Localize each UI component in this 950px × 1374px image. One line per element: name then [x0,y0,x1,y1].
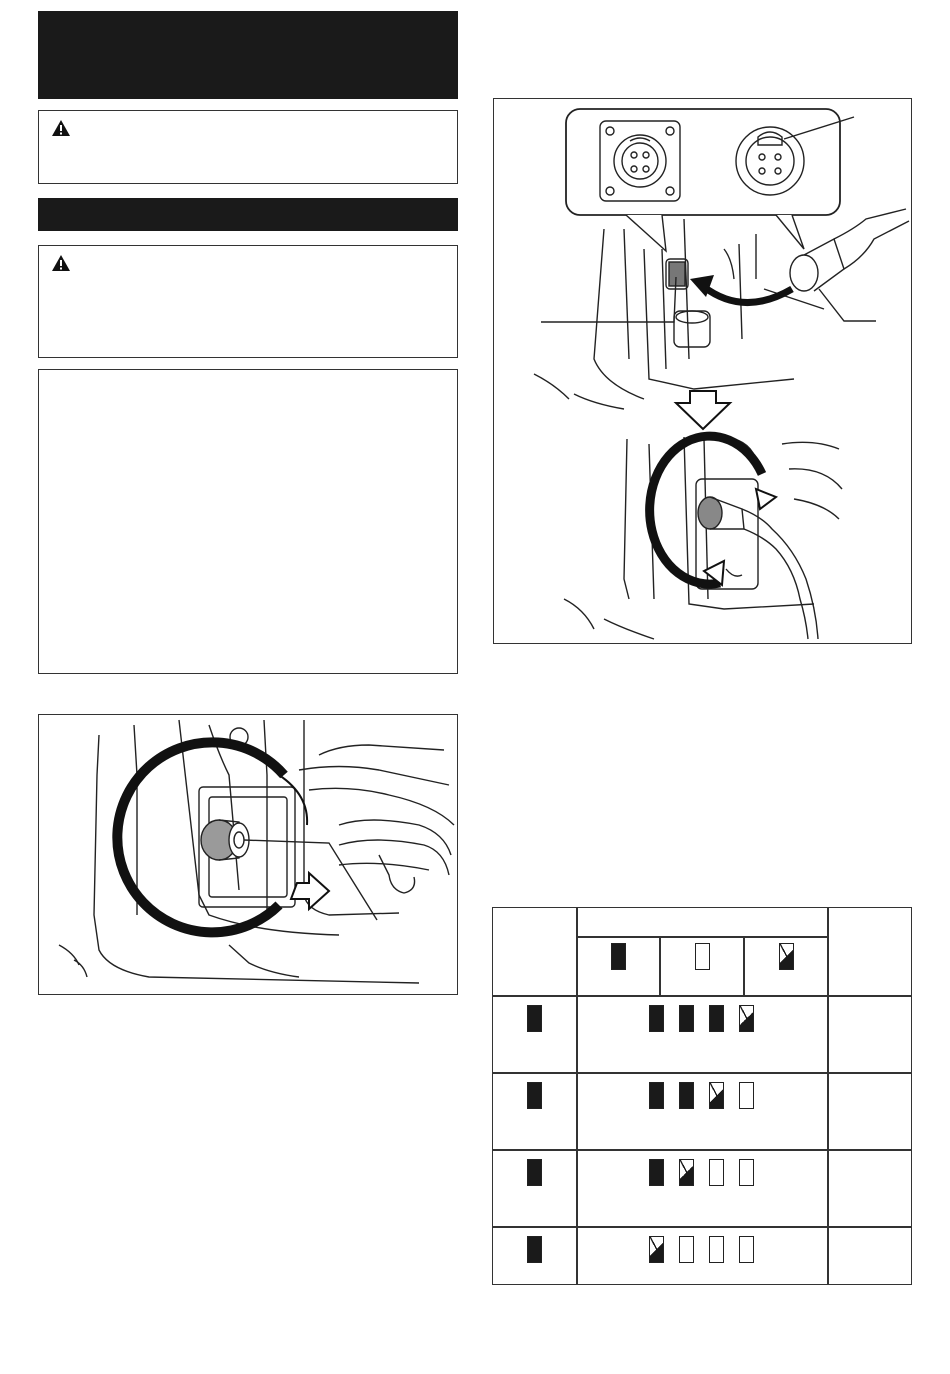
cable-connection-figure [493,98,912,644]
legend-indicator-blink [779,943,794,970]
row-level-indicator [739,1159,754,1186]
warning-box-1 [38,110,458,184]
row-level-indicator [709,1236,724,1263]
warning-triangle-icon [51,119,71,137]
row-level-indicator [649,1159,664,1186]
row-level-indicator [739,1082,754,1109]
row-level-indicator [649,1236,664,1263]
cover-cap-removal-figure [38,714,458,995]
row-level-indicator [679,1159,694,1186]
legend-indicator-on [611,943,626,970]
row-level-indicator [739,1236,754,1263]
row-source-indicator [527,1159,542,1186]
row-level-indicator [679,1236,694,1263]
row-level-indicator [709,1005,724,1032]
row-level-indicator [679,1005,694,1032]
row-source-indicator [527,1005,542,1032]
warning-box-2 [38,245,458,358]
row-level-indicator [739,1005,754,1032]
row-source-indicator [527,1236,542,1263]
cable-connection-illustration [494,99,911,643]
legend-indicator-off [695,943,710,970]
notice-box [38,369,458,674]
row-level-indicator [649,1005,664,1032]
cap-removal-illustration [39,715,457,994]
warning-triangle-icon [51,254,71,272]
row-level-indicator [649,1082,664,1109]
row-level-indicator [709,1159,724,1186]
battery-indicator-table [492,907,912,1285]
row-source-indicator [527,1082,542,1109]
section-title-banner [38,11,458,99]
row-level-indicator [709,1082,724,1109]
row-level-indicator [679,1082,694,1109]
subsection-title-banner [38,198,458,231]
